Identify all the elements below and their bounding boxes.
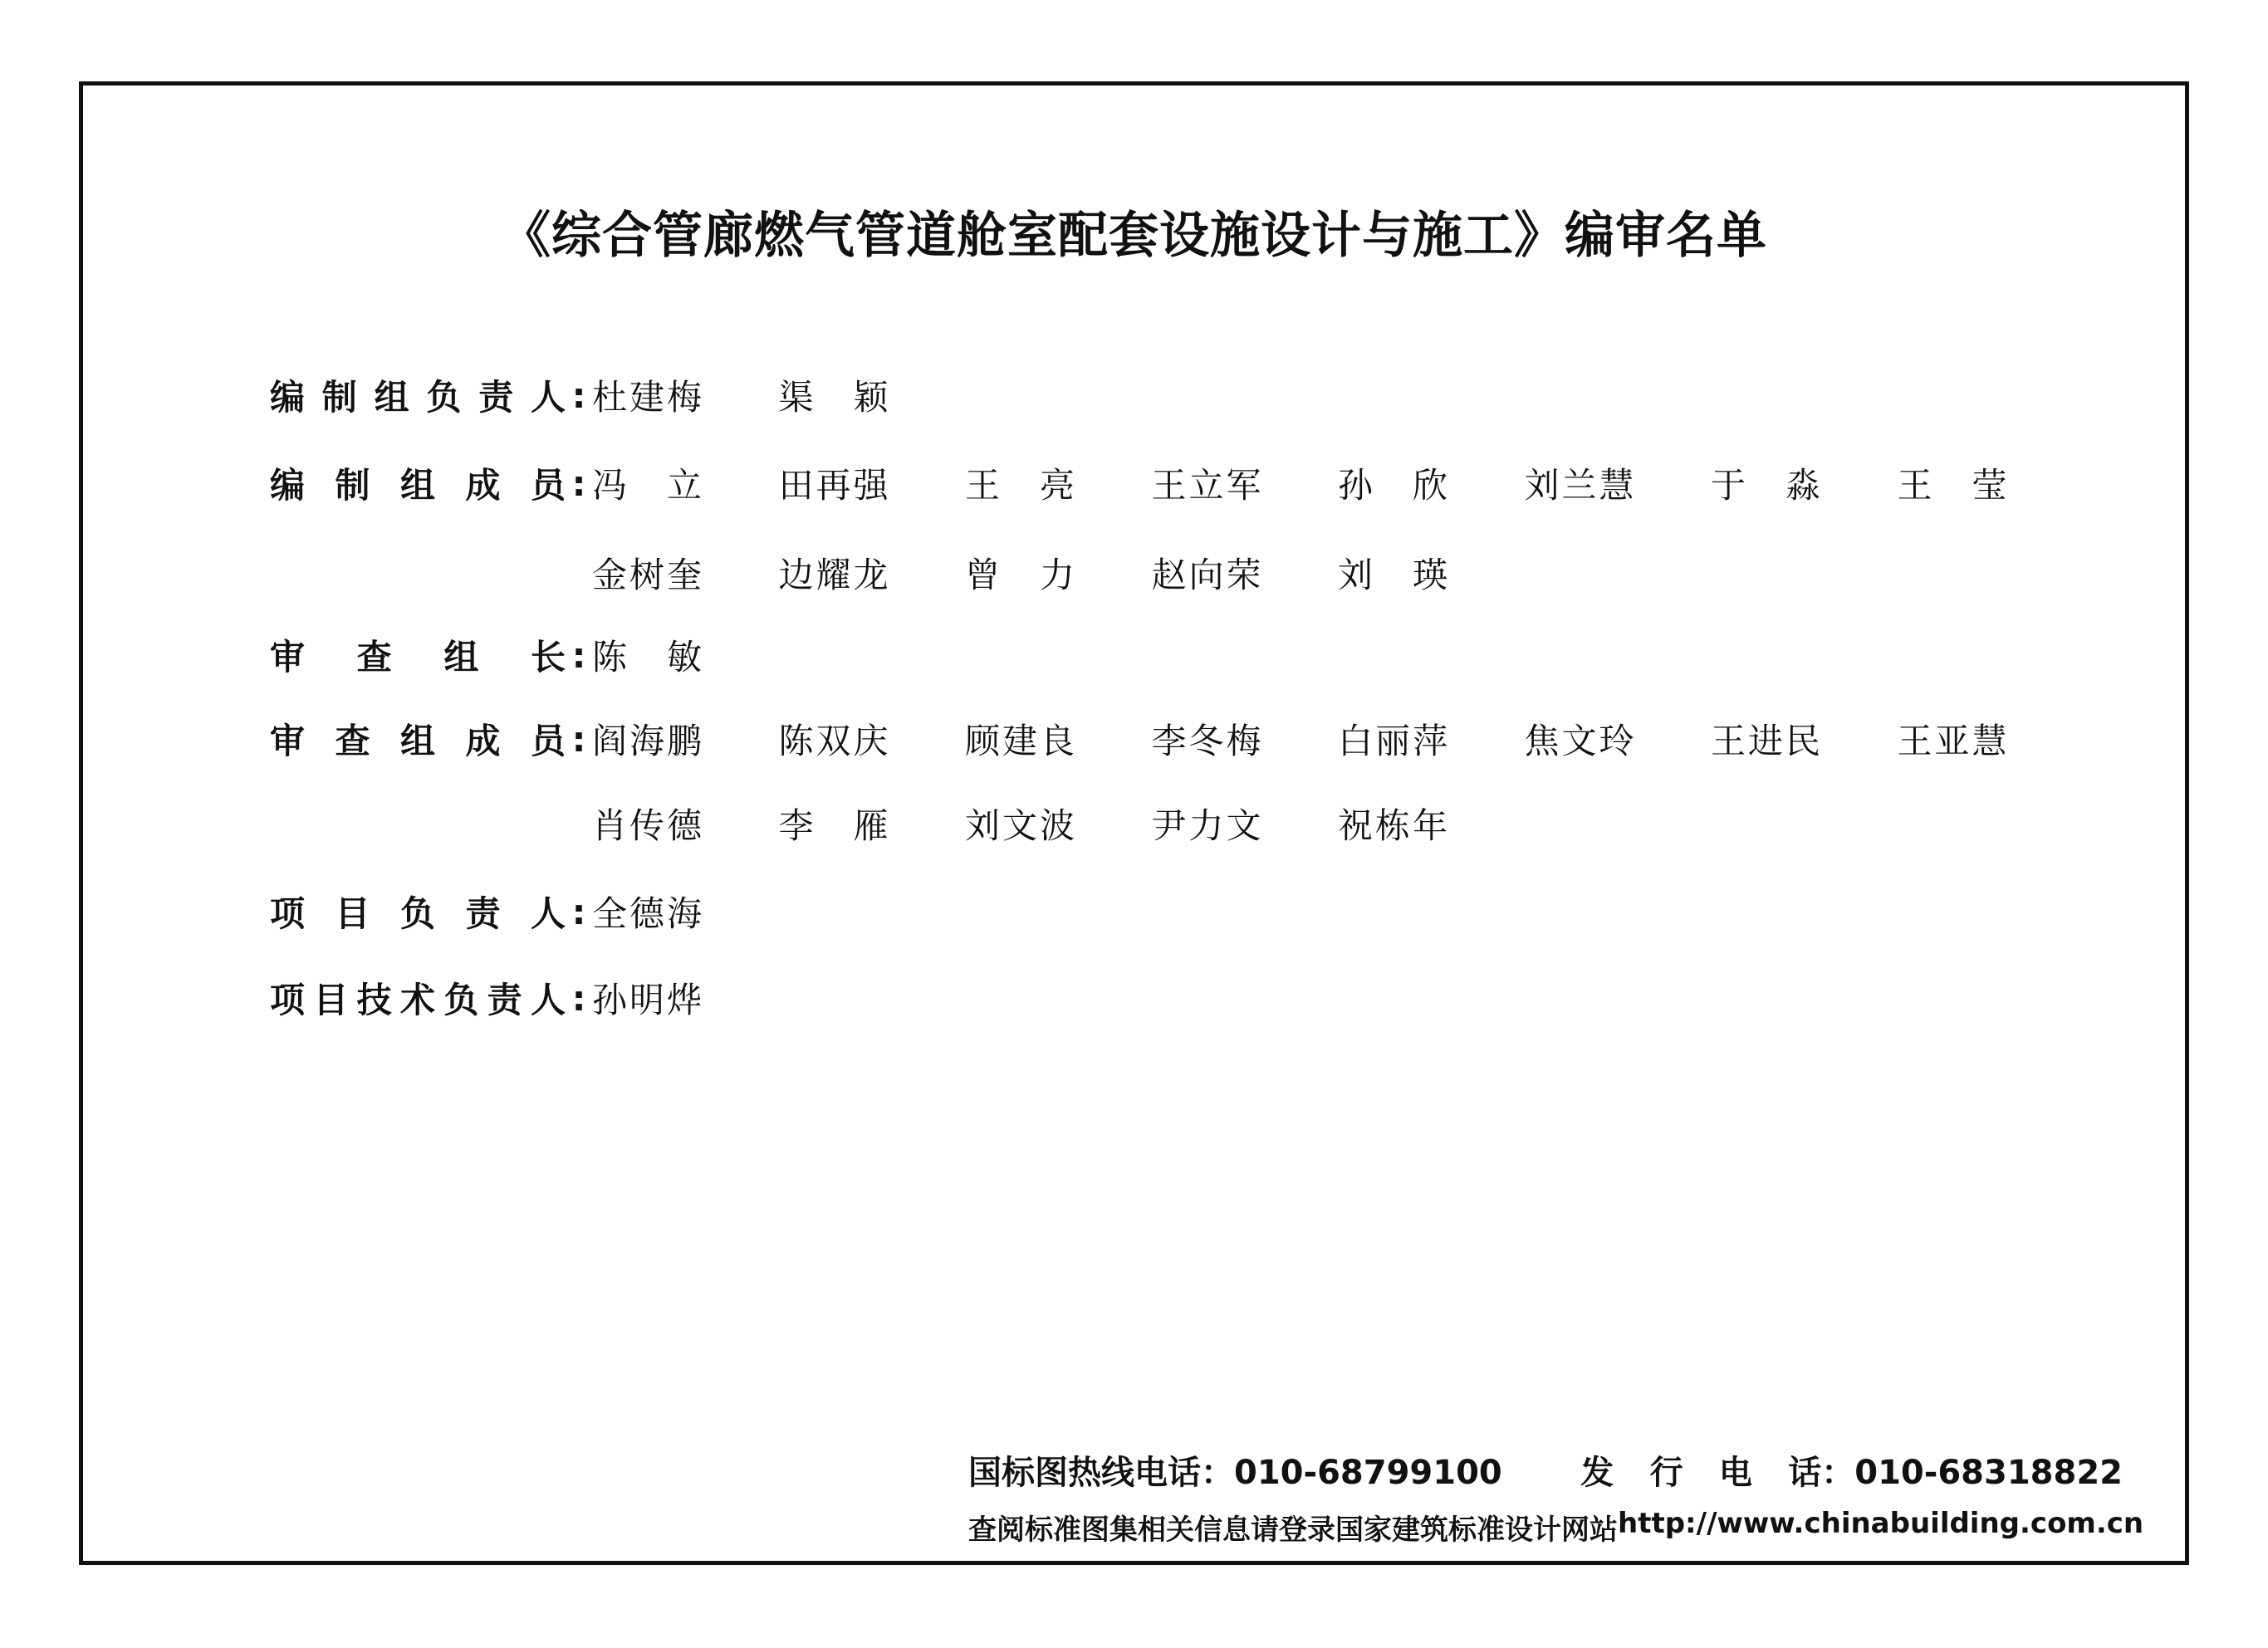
person-name: 尹 力 文 xyxy=(1151,805,1261,846)
person-name: 渠 颖 xyxy=(778,377,889,418)
role-char: 责 xyxy=(478,377,514,418)
role-char: 负 xyxy=(426,377,462,418)
person-name: 王 进 民 xyxy=(1711,721,1820,761)
role-char: 审 xyxy=(270,637,306,677)
role-char: 负 xyxy=(399,893,435,934)
role-char: 制 xyxy=(335,465,370,506)
role-char: 目 xyxy=(335,893,370,934)
role-char: 组 xyxy=(399,465,435,506)
role-text xyxy=(270,714,566,764)
role-char: 技 xyxy=(356,980,392,1020)
name-list xyxy=(592,548,1525,598)
person-name: 刘 兰 慧 xyxy=(1524,465,1634,506)
role-char: 审 xyxy=(270,721,306,761)
role-char: 成 xyxy=(465,721,501,761)
role-char: 人 xyxy=(530,893,566,934)
person-name: 王 亮 xyxy=(965,465,1075,506)
person-name: 于 淼 xyxy=(1711,465,1820,506)
role-char: 查 xyxy=(356,637,392,677)
roster-row xyxy=(270,370,965,420)
name-list xyxy=(592,630,779,680)
role-label xyxy=(270,973,592,1023)
role-text xyxy=(270,973,566,1023)
role-char: 人 xyxy=(530,980,566,1020)
issue-phone xyxy=(1580,1446,2123,1494)
role-label xyxy=(270,370,592,420)
person-name: 顾 建 良 xyxy=(965,721,1075,761)
role-colon: : xyxy=(571,891,586,932)
person-name: 肖 传 德 xyxy=(592,805,702,846)
issue-colon: ： xyxy=(1821,1454,1855,1492)
roster-row xyxy=(270,458,2084,508)
website-text: 查阅标准图集相关信息请登录国家建筑标准设计网站 xyxy=(968,1514,1618,1547)
role-char: 编 xyxy=(270,377,306,418)
role-colon: : xyxy=(571,462,586,504)
role-char: 成 xyxy=(465,465,501,506)
roster-row xyxy=(270,630,779,680)
role-char: 项 xyxy=(270,893,306,934)
roster-row xyxy=(270,714,2084,764)
role-char: 组 xyxy=(374,377,409,418)
person-name: 杜 建 梅 xyxy=(592,377,702,418)
footer-phones xyxy=(968,1446,2123,1494)
role-char: 制 xyxy=(321,377,357,418)
person-name: 边 耀 龙 xyxy=(778,555,889,595)
person-name: 王 立 军 xyxy=(1151,465,1261,506)
person-name: 白 丽 萍 xyxy=(1338,721,1448,761)
person-name: 李 冬 梅 xyxy=(1151,721,1261,761)
person-name: 王 莹 xyxy=(1897,465,2007,506)
role-char: 目 xyxy=(313,980,349,1020)
role-char: 编 xyxy=(270,465,306,506)
role-char: 组 xyxy=(443,637,479,677)
person-name: 李 雁 xyxy=(778,805,889,846)
role-colon: : xyxy=(571,718,586,760)
name-list xyxy=(592,714,2084,764)
name-list xyxy=(592,458,2084,508)
person-name: 陈 敏 xyxy=(592,637,702,677)
role-colon: : xyxy=(571,977,586,1019)
website-url[interactable]: http://www.chinabuilding.com.cn xyxy=(1618,1507,2144,1540)
name-list xyxy=(592,799,1525,848)
role-label xyxy=(270,887,592,936)
issue-label: 发 行 电 话 xyxy=(1580,1454,1822,1492)
role-label xyxy=(270,630,592,680)
person-name: 陈 双 庆 xyxy=(778,721,889,761)
roster-row xyxy=(270,799,1525,848)
person-name: 祝 栋 年 xyxy=(1338,805,1448,846)
roster-row xyxy=(270,973,779,1023)
person-name: 焦 文 玲 xyxy=(1524,721,1634,761)
person-name: 全 德 海 xyxy=(592,893,702,934)
role-char: 查 xyxy=(335,721,370,761)
footer-website xyxy=(968,1507,2144,1548)
person-name: 王 亚 慧 xyxy=(1897,721,2007,761)
role-char: 术 xyxy=(399,980,435,1020)
role-char: 责 xyxy=(487,980,522,1020)
role-text xyxy=(270,458,566,508)
role-char: 负 xyxy=(443,980,479,1020)
role-text xyxy=(270,370,566,420)
person-name: 刘 文 波 xyxy=(965,805,1075,846)
issue-number: 010-68318822 xyxy=(1854,1454,2123,1492)
page-title: 《综合管廊燃气管道舱室配套设施设计与施工》编审名单 xyxy=(501,207,1767,265)
hotline-label: 国标图热线电话： xyxy=(968,1454,1234,1492)
role-label xyxy=(270,714,592,764)
role-char: 员 xyxy=(530,721,566,761)
hotline-number: 010-68799100 xyxy=(1234,1454,1502,1492)
role-colon: : xyxy=(571,634,586,676)
role-char: 项 xyxy=(270,980,306,1020)
roster-row xyxy=(270,548,1525,598)
name-list xyxy=(592,973,779,1023)
role-char: 责 xyxy=(465,893,501,934)
person-name: 赵 向 荣 xyxy=(1151,555,1261,595)
person-name: 刘 瑛 xyxy=(1338,555,1448,595)
person-name: 孙 欣 xyxy=(1338,465,1448,506)
role-text xyxy=(270,887,566,936)
hotline xyxy=(968,1446,1502,1494)
name-list xyxy=(592,887,779,936)
role-label xyxy=(270,458,592,508)
person-name: 孙 明 烨 xyxy=(592,980,702,1020)
role-text xyxy=(270,630,566,680)
person-name: 阎 海 鹏 xyxy=(592,721,702,761)
person-name: 田 再 强 xyxy=(778,465,889,506)
role-char: 长 xyxy=(530,637,566,677)
role-char: 员 xyxy=(530,465,566,506)
person-name: 金 树 奎 xyxy=(592,555,702,595)
role-char: 组 xyxy=(399,721,435,761)
person-name: 曾 力 xyxy=(965,555,1075,595)
name-list xyxy=(592,370,965,420)
role-colon: : xyxy=(571,374,586,416)
person-name: 冯 立 xyxy=(592,465,702,506)
role-char: 人 xyxy=(530,377,566,418)
roster-row xyxy=(270,887,779,936)
